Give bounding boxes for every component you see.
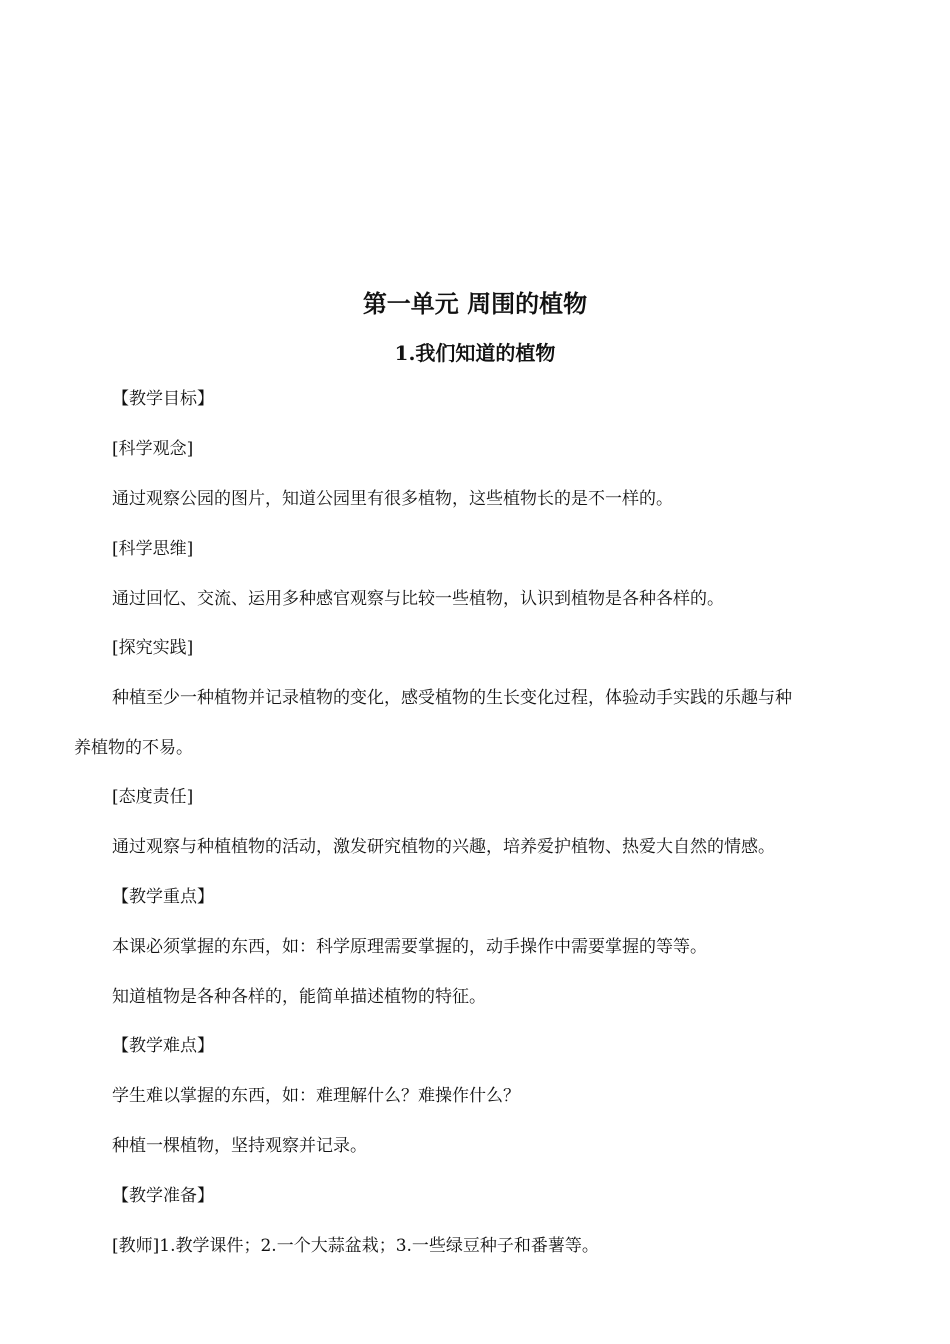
paragraph-difficulties-note: 学生难以掌握的东西，如：难理解什么？难操作什么？ [112, 1086, 520, 1106]
section-heading-difficulties: 【教学难点】 [112, 1036, 214, 1056]
paragraph-key-points: 知道植物是各种各样的，能简单描述植物的特征。 [112, 987, 486, 1007]
subheading-scientific-concepts: [科学观念] [112, 439, 194, 459]
lesson-title: 1.我们知道的植物 [394, 341, 556, 365]
paragraph-practice: 种植至少一种植物并记录植物的变化，感受植物的生长变化过程，体验动手实践的乐趣与种 [112, 688, 792, 708]
paragraph-teacher-preparation: [教师]1.教学课件；2.一个大蒜盆栽；3.一些绿豆种子和番薯等。 [112, 1236, 599, 1256]
paragraph-practice-continued: 养植物的不易。 [74, 738, 193, 758]
paragraph-concepts: 通过观察公园的图片，知道公园里有很多植物，这些植物长的是不一样的。 [112, 489, 673, 509]
subheading-scientific-thinking: [科学思维] [112, 539, 194, 559]
paragraph-attitude: 通过观察与种植植物的活动，激发研究植物的兴趣，培养爱护植物、热爱大自然的情感。 [112, 837, 775, 857]
subheading-inquiry-practice: [探究实践] [112, 638, 194, 658]
unit-title: 第一单元 周围的植物 [362, 289, 588, 318]
subheading-attitude-responsibility: [态度责任] [112, 787, 194, 807]
section-heading-preparation: 【教学准备】 [112, 1186, 214, 1206]
section-heading-teaching-objectives: 【教学目标】 [112, 389, 214, 409]
paragraph-difficulties: 种植一棵植物，坚持观察并记录。 [112, 1136, 367, 1156]
section-heading-key-points: 【教学重点】 [112, 887, 214, 907]
paragraph-thinking: 通过回忆、交流、运用多种感官观察与比较一些植物，认识到植物是各种各样的。 [112, 589, 724, 609]
paragraph-key-points-note: 本课必须掌握的东西，如：科学原理需要掌握的，动手操作中需要掌握的等等。 [112, 937, 707, 957]
